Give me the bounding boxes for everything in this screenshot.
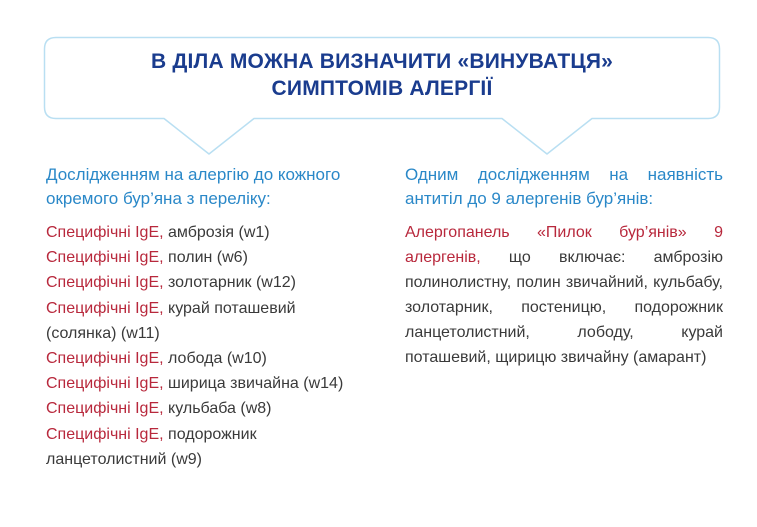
list-item xyxy=(46,422,286,472)
item-prefix: Специфічні IgE, xyxy=(46,249,164,267)
page-title xyxy=(44,48,720,102)
item-text: амброзія (w1) xyxy=(163,224,270,241)
item-text: золотарник (w12) xyxy=(163,274,296,292)
item-text: ширица звичайна (w14) xyxy=(163,375,344,393)
item-text: подорожник ланцетолистний (w9) xyxy=(46,425,257,468)
item-prefix: Специфічні IgE, xyxy=(46,274,164,292)
item-text: кульбаба (w8) xyxy=(163,400,272,418)
list-item xyxy=(46,270,386,295)
item-text: полин (w6) xyxy=(163,249,248,267)
right-heading: Одним дослідженням на наявність антитіл до 9 алергенів бур’янів: xyxy=(405,165,723,208)
list-item xyxy=(46,296,316,346)
item-prefix: Специфічні IgE, xyxy=(46,299,164,317)
item-text: лобода (w10) xyxy=(163,350,267,368)
panel-description xyxy=(405,220,723,370)
item-prefix: Специфічні IgE, xyxy=(46,425,164,443)
right-column xyxy=(405,163,723,370)
panel-name: Алергопанель «Пилок бур’янів» 9 алергенів, xyxy=(405,224,723,266)
list-item xyxy=(46,245,386,270)
left-column xyxy=(46,163,386,472)
title-line-1: В ДІЛА МОЖНА ВИЗНАЧИТИ «ВИНУВАТЦЯ» xyxy=(150,50,614,73)
header-callout xyxy=(44,37,720,155)
panel-contents: що включає: амброзію полинолистну, полин звичайний, кульбабу, золотарник, постеницю, подорожник ланцетолистний, лободу, курай поташевий, щирицю звичайну (амарант) xyxy=(405,249,723,366)
allergen-list xyxy=(46,220,386,472)
list-item xyxy=(46,346,386,371)
item-text: курай поташевий (солянка) (w11) xyxy=(46,299,296,342)
item-prefix: Специфічні IgE, xyxy=(46,224,164,241)
item-prefix: Специфічні IgE, xyxy=(46,350,164,368)
list-item xyxy=(46,396,386,421)
item-prefix: Специфічні IgE, xyxy=(46,400,164,418)
left-heading: Дослідженням на алергію до кожного окремого бур’яна з переліку: xyxy=(46,165,341,208)
list-item xyxy=(46,371,386,396)
item-prefix: Специфічні IgE, xyxy=(46,375,164,393)
title-line-2: СИМПТОМІВ АЛЕРГІЇ xyxy=(271,77,493,100)
list-item xyxy=(46,220,386,245)
